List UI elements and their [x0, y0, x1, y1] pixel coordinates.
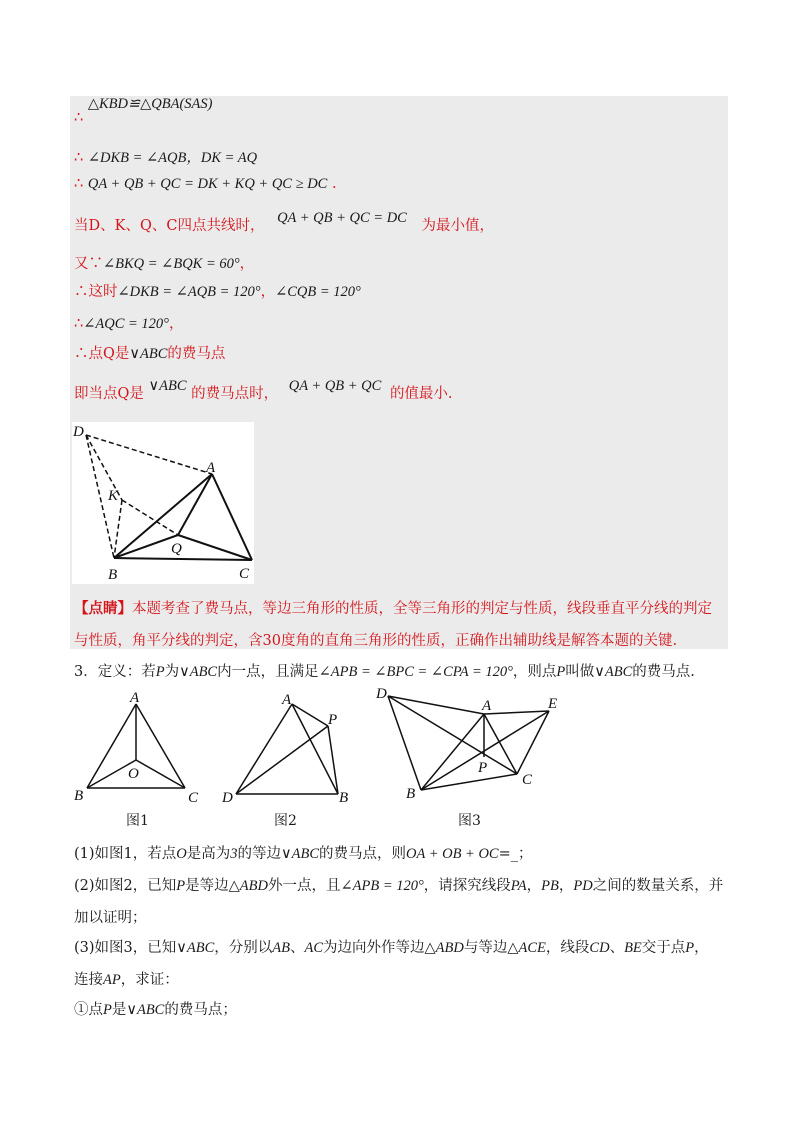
proof-line-1 — [74, 96, 213, 126]
fig1-label-O: O — [128, 766, 139, 782]
q3-part-2-cont: 加以证明； — [74, 910, 147, 926]
label-B: B — [108, 567, 118, 583]
fig1-label-A: A — [130, 690, 140, 706]
q3-definition: 3．定义：若P为∨ABC内一点，且满足∠APB = ∠BPC = ∠CPA = 120°，则点P叫做∨ABC的费马点. — [74, 664, 695, 680]
sum-inequality: QA + QB + QC = DK + KQ + QC ≥ DC — [87, 176, 328, 192]
key-point-note — [74, 593, 726, 657]
therefore-symbol: ∴ — [74, 150, 84, 166]
label-K: K — [108, 488, 119, 504]
fig3-label-E: E — [548, 696, 558, 712]
min-equation: QA + QB + QC = DC — [277, 210, 407, 226]
proof-line-2 — [74, 148, 257, 168]
figure-1 — [70, 688, 210, 808]
angle-equality: ∠DKB = ∠AQB，DK = AQ — [87, 150, 258, 166]
key-point-text: 本题考查了费马点，等边三角形的性质，全等三角形的判定与性质，线段垂直平分线的判定与性质，角平分线的判定，含30度角的直角三角形的性质，正确作出辅助线是解答本题的关键. — [74, 601, 712, 649]
q3-part-3: (3)如图3，已知∨ABC，分别以AB、AC为边向外作等边△ABD与等边△ACE，线段CD、BE交于点P， — [74, 940, 709, 956]
q3-part-2: (2)如图2，已知P是等边△ABD外一点，且∠APB = 120°，请探究线段PA，PB，PD之间的数量关系，并 — [74, 878, 724, 894]
key-point-tag: 【点睛】 — [74, 600, 132, 617]
fig3-caption: 图3 — [458, 813, 481, 829]
proof-line-6: ∴这时∠DKB = ∠AQB = 120°，∠CQB = 120° — [74, 284, 361, 300]
q3-sub-1: ①点P是∨ABC的费马点； — [74, 1002, 237, 1018]
fig2-label-D: D — [222, 790, 233, 806]
congruence-statement: △KBD≌△QBA(SAS) — [87, 96, 213, 112]
q3-part-1: (1)如图1，若点O是高为3的等边∨ABC的费马点，则OA + OB + OC=_； — [74, 846, 533, 862]
proof-line-9: 即当点Q是 ∨ABC 的费马点时， QA + QB + QC 的值最小. — [74, 378, 453, 402]
q3-part-3-cont: 连接AP，求证： — [74, 972, 179, 988]
proof-line-5: 又∵∠BKQ = ∠BQK = 60°， — [74, 256, 255, 272]
fig1-label-B: B — [74, 788, 84, 804]
fig3-label-D: D — [376, 686, 387, 702]
figure-2 — [220, 688, 360, 808]
figure-svg — [72, 422, 254, 584]
fig2-label-B: B — [339, 790, 349, 806]
proof-line-8: ∴点Q是∨ABC的费马点 — [74, 346, 226, 362]
fig1-caption: 图1 — [126, 813, 149, 829]
fig1-label-C: C — [188, 790, 199, 806]
label-C: C — [239, 566, 250, 582]
label-D: D — [73, 424, 84, 440]
therefore-symbol: ∴ — [74, 110, 84, 126]
fig3-label-P: P — [478, 760, 488, 776]
label-A: A — [206, 460, 216, 476]
proof-line-7: ∴∠AQC = 120°， — [74, 316, 184, 332]
proof-line-3: ∴ QA + QB + QC = DK + KQ + QC ≥ DC . — [74, 176, 337, 192]
figure-3 — [372, 684, 572, 804]
fig2-caption: 图2 — [274, 813, 297, 829]
fig3-label-A: A — [482, 698, 492, 714]
fig3-label-C: C — [522, 772, 533, 788]
proof-line-4: 当D、K、Q、C四点共线时， QA + QB + QC = DC 为最小值， — [74, 210, 494, 234]
fermat-point-figure — [72, 422, 254, 584]
fig3-label-B: B — [406, 786, 416, 802]
therefore-symbol: ∴ — [74, 176, 84, 192]
label-Q: Q — [171, 541, 182, 557]
fig2-label-P: P — [328, 712, 338, 728]
fig2-label-A: A — [282, 692, 292, 708]
